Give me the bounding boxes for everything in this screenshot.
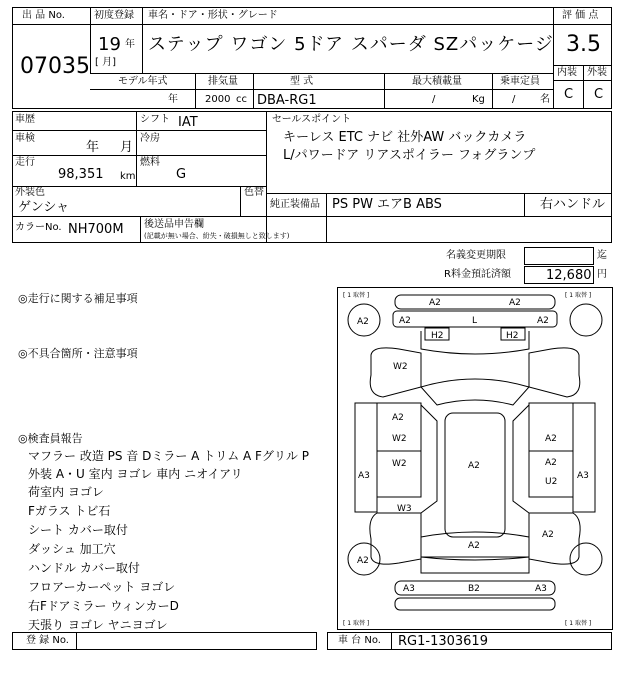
inspector-line: 天張り ヨゴレ ヤニヨゴレ — [28, 618, 168, 632]
score-label: 評 価 点 — [562, 10, 599, 21]
mark-back-door: A2 — [468, 541, 480, 551]
recycle-label: R料金預託済額 — [444, 269, 511, 280]
mark-light-left: H2 — [431, 331, 444, 341]
inspector-line: 荷室内 ヨゴレ — [28, 485, 104, 499]
car-name: ステップ ワゴン 5ドア スパーダ SZパッケージ — [148, 34, 554, 55]
model-year-label: モデル年式 — [118, 76, 168, 87]
model-code-label: 型 式 — [290, 76, 314, 87]
year-unit: 年 — [125, 39, 135, 50]
exterior-grade: C — [594, 87, 604, 102]
capacity-label: 乗車定員 — [500, 76, 540, 87]
docs-label: 後送品申告欄 — [144, 219, 204, 230]
mark-door-left-a3: A3 — [358, 471, 370, 481]
max-load-label: 最大積載量 — [412, 76, 462, 87]
mark-front-grill-right: A2 — [537, 316, 549, 326]
mark-door-right-a2b: A2 — [545, 458, 557, 468]
inspection-label: 車検 — [15, 133, 35, 144]
color-change-label: 色替 — [244, 187, 264, 198]
inspector-report-list — [28, 447, 328, 635]
sales-points-line1: キーレス ETC ナビ 社外AW バックカメラ — [283, 130, 527, 145]
mark-fender-front-left: W2 — [393, 362, 408, 372]
inspector-line: ダッシュ 加工穴 — [28, 542, 116, 556]
mark-rear-left-w3: W3 — [397, 504, 412, 514]
steering-value: 右ハンドル — [540, 197, 606, 212]
mark-front-wheel-left: A2 — [357, 317, 369, 327]
color-no-label: カラーNo. — [15, 222, 62, 233]
inspector-line: ハンドル カバー取付 — [28, 561, 140, 575]
ac-label: 冷房 — [140, 133, 160, 144]
history-label: 車歴 — [15, 114, 35, 125]
recycle-value: 12,680 — [546, 268, 592, 283]
reg-no-label: 登 録 No. — [26, 635, 69, 646]
mark-light-right: H2 — [506, 331, 519, 341]
inspector-line: Fガラス トビ石 — [28, 504, 111, 518]
km-unit: km — [120, 171, 136, 182]
yen-unit: 円 — [597, 269, 607, 280]
mark-front-bumper-right: A2 — [509, 298, 521, 308]
first-reg-year: 19 — [98, 34, 121, 55]
corner-label-tl: [ 1 取替 ] — [343, 292, 370, 299]
mileage-value: 98,351 — [58, 167, 104, 182]
mark-front-grill-center: L — [472, 316, 478, 326]
mark-front-bumper-left: A2 — [429, 298, 441, 308]
corner-label-br: [ 1 取替 ] — [565, 620, 592, 627]
mark-rear-bumper-right: A3 — [535, 584, 547, 594]
damage-diagram — [337, 287, 613, 630]
max-load-value: / — [432, 94, 436, 105]
corner-label-tr: [ 1 取替 ] — [565, 292, 592, 299]
inspection-month: 月 — [120, 140, 134, 155]
mark-door-left-w2b: W2 — [392, 459, 407, 469]
shift-value: IAT — [178, 115, 198, 130]
fuel-value: G — [176, 167, 187, 182]
name-change-label: 名義変更期限 — [446, 250, 506, 261]
shift-label: シフト — [140, 114, 170, 125]
inspector-report-title: ◎検査員報告 — [18, 432, 83, 445]
person-unit: 名 — [540, 94, 550, 105]
displacement-value: 2000 — [205, 94, 231, 105]
month-bracket: [ 月] — [95, 57, 116, 68]
cc-unit: cc — [236, 94, 247, 105]
name-change-unit: 迄 — [597, 250, 607, 261]
displacement-label: 排気量 — [208, 76, 238, 87]
equipment-value: PS PW エアB ABS — [332, 197, 442, 212]
car-name-label: 車名・ドア・形状・グレード — [148, 10, 278, 21]
model-year-value: 年 — [168, 94, 178, 105]
corner-label-bl: [ 1 取替 ] — [343, 620, 370, 627]
mark-door-left-w2a: W2 — [392, 434, 407, 444]
inspector-line: マフラー 改造 PS 音 Dミラー A トリム A Fグリル P — [28, 449, 309, 463]
mark-rear-bumper-center: B2 — [468, 584, 480, 594]
inspector-line: シート カバー取付 — [28, 523, 128, 537]
lot-number: 07035 — [20, 54, 90, 79]
defect-notes-title: ◎不具合箇所・注意事項 — [18, 347, 138, 360]
name-change-box — [524, 247, 594, 265]
sales-points-label: セールスポイント — [272, 114, 352, 125]
color-label: 外装色 — [15, 187, 45, 198]
mark-roof: A2 — [468, 461, 480, 471]
exterior-label: 外装 — [587, 67, 607, 78]
mark-rear-right-a2: A2 — [542, 530, 554, 540]
first-reg-label: 初度登録 — [94, 10, 134, 21]
sales-points-line2: L/パワードア リアスポイラー フォグランプ — [283, 148, 536, 163]
color-no: NH700M — [68, 222, 124, 237]
chassis-label: 車 台 No. — [338, 635, 381, 646]
interior-label: 内装 — [557, 67, 577, 78]
interior-grade: C — [564, 87, 574, 102]
mark-rear-bumper-left: A3 — [403, 584, 415, 594]
lot-label: 出 品 No. — [22, 10, 65, 21]
docs-note: (記載が無い場合、紛失・破損無しと致します) — [144, 232, 290, 240]
inspector-line: 外装 A・U 室内 ヨゴレ 車内 ニオイアリ — [28, 467, 243, 481]
inspector-line: フロアーカーペット ヨゴレ — [28, 580, 176, 594]
capacity-value: / — [512, 94, 516, 105]
mark-door-right-a3: A3 — [577, 471, 589, 481]
equipment-label: 純正装備品 — [270, 199, 320, 210]
model-code: DBA-RG1 — [257, 93, 317, 108]
mark-door-right-u2: U2 — [545, 477, 558, 487]
mileage-label: 走行 — [15, 157, 35, 168]
mark-front-grill-left: A2 — [399, 316, 411, 326]
mark-door-right-a2a: A2 — [545, 434, 557, 444]
driving-notes-title: ◎走行に関する補足事項 — [18, 292, 138, 305]
mark-rear-wheel-left: A2 — [357, 556, 369, 566]
score-value: 3.5 — [566, 32, 601, 57]
inspection-year: 年 — [86, 140, 100, 155]
inspector-line: 右Fドアミラー ウィンカーD — [28, 599, 179, 613]
kg-unit: Kg — [472, 94, 485, 105]
mark-door-left-a2: A2 — [392, 413, 404, 423]
fuel-label: 燃料 — [140, 157, 160, 168]
color-value: ゲンシャ — [18, 200, 70, 215]
chassis-value: RG1-1303619 — [398, 634, 488, 649]
